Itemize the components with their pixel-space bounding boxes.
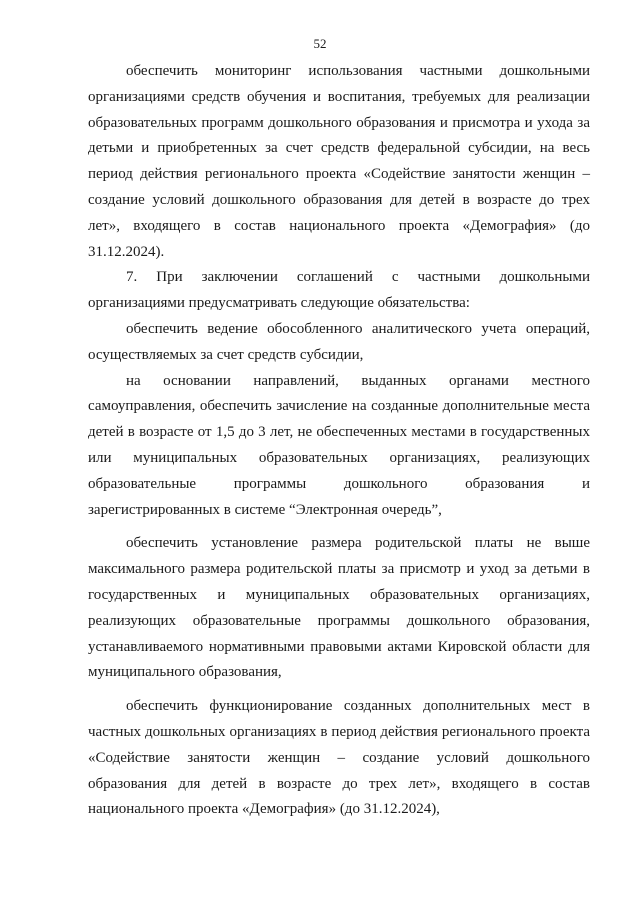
paragraph-parental-fee: обеспечить установление размера родительской платы не выше максимального размера родительской платы за присмотр и уход за детьми в государственных и муниципальных образовательных организациях, реализующих образовательные программы дошкольного образования, устанавливаемого нормативными правовыми актами Кировской области для муниципального образования, — [88, 535, 590, 681]
paragraph-monitoring: обеспечить мониторинг использования частными дошкольными организациями средств обучения и воспитания, требуемых для реализации образовательных программ дошкольного образования и присмотра и ухода за детьми и приобретенных за счет средств федеральной субсидии, на весь период действия регионального проекта «Содействие занятости женщин – создание условий дошкольного образования для детей в возрасте до трех лет», входящего в состав национального проекта «Демография» (до 31.12.2024). — [88, 63, 590, 260]
paragraph-item-7: 7. При заключении соглашений с частными дошкольными организациями предусматривать следующие обязательства: — [88, 269, 590, 312]
paragraph-accounting: обеспечить ведение обособленного аналитического учета операций, осуществляемых за счет средств субсидии, — [88, 320, 590, 363]
page-number: 52 — [313, 36, 327, 51]
paragraph-enrollment: на основании направлений, выданных органами местного самоуправления, обеспечить зачисление на созданные дополнительные места детей в возрасте от 1,5 до 3 лет, не обеспеченных местами в государственных или муниципальных образовательных организациях, реализующих образовательные программы дошкольного образования и зарегистрированных в системе “Электронная очередь”, — [88, 372, 590, 518]
document-body — [88, 59, 590, 823]
paragraph-functioning: обеспечить функционирование созданных дополнительных мест в частных дошкольных организациях в период действия регионального проекта «Содействие занятости женщин – создание условий дошкольного образования для детей в возрасте до трех лет», входящего в состав национального проекта «Демография» (до 31.12.2024), — [88, 698, 590, 818]
